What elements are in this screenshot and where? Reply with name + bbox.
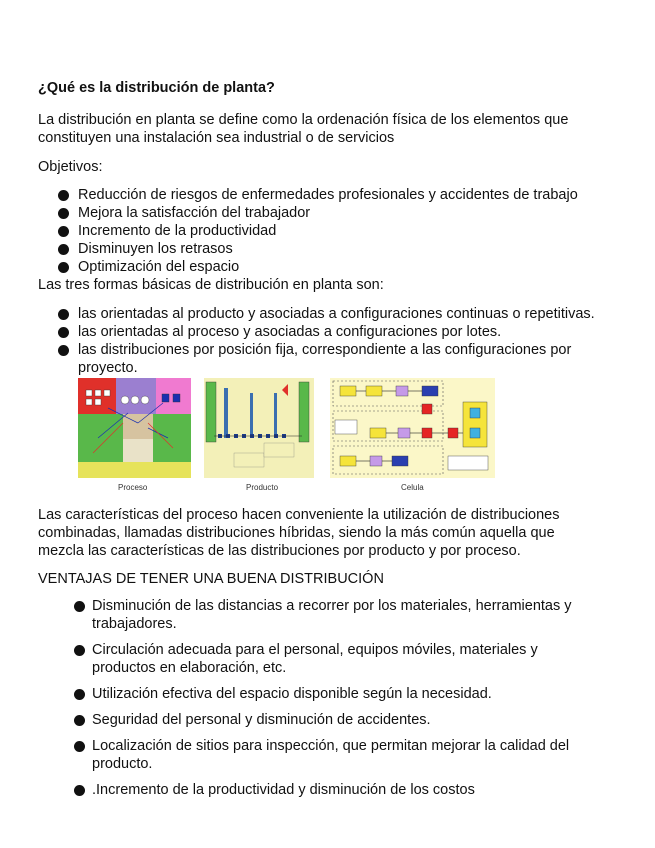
list-item: las distribuciones por posición fija, correspondiente a las configuraciones por proyecto.: [58, 341, 618, 377]
ventajas-list: [74, 597, 594, 799]
bullet-icon: [74, 689, 85, 700]
list-item: Mejora la satisfacción del trabajador: [58, 204, 628, 222]
objetivos-label: Objetivos:: [38, 159, 103, 175]
formas-list: [58, 305, 618, 377]
list-item: Reducción de riesgos de enfermedades profesionales y accidentes de trabajo: [58, 186, 628, 204]
bullet-icon: [58, 208, 69, 219]
bullet-icon: [74, 741, 85, 752]
objetivos-list: [58, 186, 628, 276]
list-item: Utilización efectiva del espacio disponible según la necesidad.: [74, 685, 594, 703]
distribution-figure: [78, 378, 538, 493]
bullet-icon: [58, 190, 69, 201]
bullet-icon: [58, 345, 69, 356]
bullet-icon: [74, 601, 85, 612]
bullet-icon: [74, 785, 85, 796]
list-item: Disminución de las distancias a recorrer por los materiales, herramientas y trabajadores.: [74, 597, 594, 633]
definition-paragraph: La distribución en planta se define como la ordenación física de los elementos que constituyen una instalación sea industrial o de servicios: [38, 112, 569, 146]
list-item: Optimización del espacio: [58, 258, 628, 276]
list-item: las orientadas al proceso y asociadas a configuraciones por lotes.: [58, 323, 618, 341]
bullet-icon: [74, 645, 85, 656]
ventajas-title: VENTAJAS DE TENER UNA BUENA DISTRIBUCIÓN: [38, 571, 384, 587]
formas-intro: Las tres formas básicas de distribución en planta son:: [38, 277, 384, 293]
list-item: Disminuyen los retrasos: [58, 240, 628, 258]
proceso-diagram: [78, 378, 191, 478]
list-item: Seguridad del personal y disminución de accidentes.: [74, 711, 594, 729]
caption-proceso: Proceso: [118, 483, 148, 492]
list-item: las orientadas al producto y asociadas a configuraciones continuas o repetitivas.: [58, 305, 618, 323]
bullet-icon: [58, 327, 69, 338]
producto-diagram: [204, 378, 314, 478]
caption-celula: Celula: [401, 483, 424, 492]
list-item: Incremento de la productividad: [58, 222, 628, 240]
bullet-icon: [58, 226, 69, 237]
bullet-icon: [58, 262, 69, 273]
list-item: Circulación adecuada para el personal, equipos móviles, materiales y productos en elaboración, etc.: [74, 641, 594, 677]
bullet-icon: [74, 715, 85, 726]
bullet-icon: [58, 244, 69, 255]
celula-diagram: [330, 378, 495, 478]
hibridas-paragraph: Las características del proceso hacen conveniente la utilización de distribuciones combinadas, llamadas distribuciones híbridas, siendo la más común aquella que mezcla las características de las distribuciones por producto y por proceso.: [38, 507, 560, 559]
caption-producto: Producto: [246, 483, 279, 492]
list-item: Localización de sitios para inspección, que permitan mejorar la calidad del producto.: [74, 737, 594, 773]
bullet-icon: [58, 309, 69, 320]
page-title: ¿Qué es la distribución de planta?: [38, 80, 275, 96]
list-item: .Incremento de la productividad y disminución de los costos: [74, 781, 594, 799]
